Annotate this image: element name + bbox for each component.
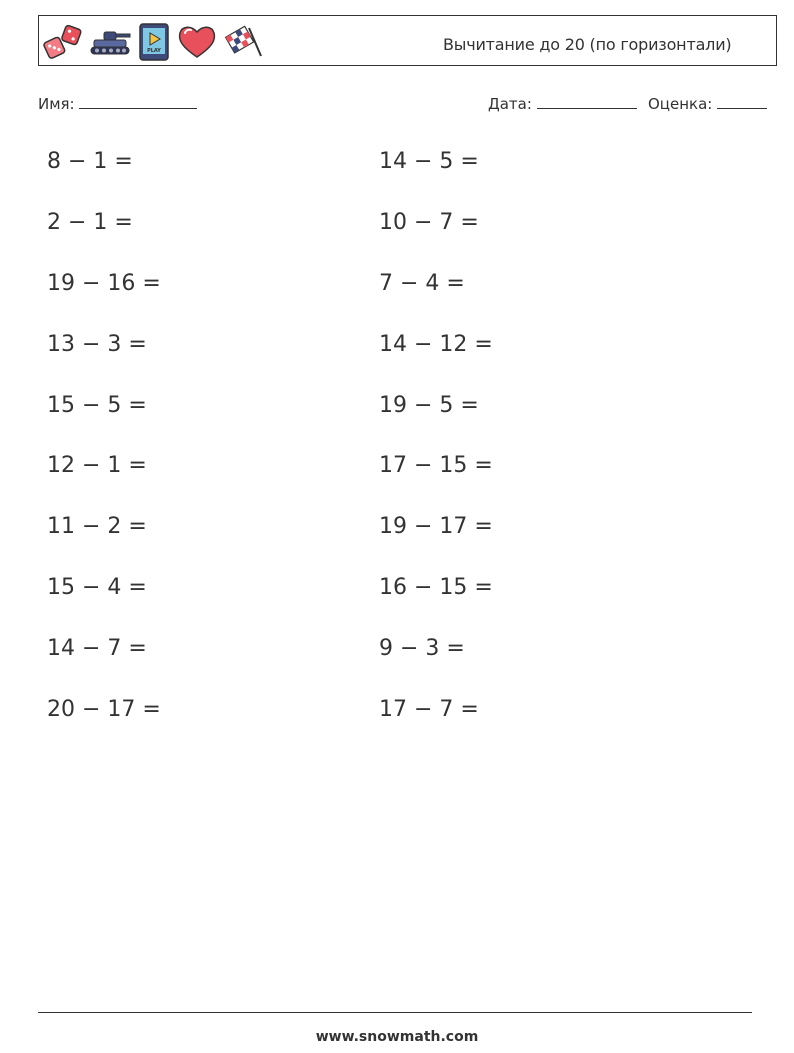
- problem-left-1: 8 − 1 =: [47, 149, 133, 174]
- problem-right-3: 7 − 4 =: [379, 271, 465, 296]
- date-label: Дата:: [488, 95, 532, 113]
- date-field[interactable]: [488, 94, 637, 113]
- problem-right-6: 17 − 15 =: [379, 453, 493, 478]
- header-icons: [43, 22, 270, 62]
- checkered-flag-icon: [223, 22, 265, 62]
- problem-left-3: 19 − 16 =: [47, 271, 161, 296]
- problem-left-2: 2 − 1 =: [47, 210, 133, 235]
- problem-left-8: 15 − 4 =: [47, 575, 147, 600]
- date-line[interactable]: [537, 94, 637, 109]
- score-line[interactable]: [717, 94, 767, 109]
- tablet-play-icon: [137, 22, 171, 62]
- heart-icon: [176, 22, 218, 62]
- problem-right-10: 17 − 7 =: [379, 697, 479, 722]
- problem-left-6: 12 − 1 =: [47, 453, 147, 478]
- name-label: Имя:: [38, 95, 75, 113]
- worksheet-header: [38, 15, 777, 66]
- problem-left-10: 20 − 17 =: [47, 697, 161, 722]
- tablet-play-label: PLAY: [147, 48, 161, 54]
- worksheet-title: Вычитание до 20 (по горизонтали): [443, 35, 732, 54]
- footer-url[interactable]: www.snowmath.com: [315, 1029, 479, 1045]
- problem-left-7: 11 − 2 =: [47, 514, 147, 539]
- name-field[interactable]: [38, 94, 197, 113]
- problem-right-5: 19 − 5 =: [379, 393, 479, 418]
- problem-right-1: 14 − 5 =: [379, 149, 479, 174]
- problem-left-5: 15 − 5 =: [47, 393, 147, 418]
- problem-left-9: 14 − 7 =: [47, 636, 147, 661]
- problem-right-9: 9 − 3 =: [379, 636, 465, 661]
- problem-left-4: 13 − 3 =: [47, 332, 147, 357]
- tank-icon: [88, 22, 132, 62]
- problem-right-4: 14 − 12 =: [379, 332, 493, 357]
- problem-right-8: 16 − 15 =: [379, 575, 493, 600]
- footer-divider: [38, 1012, 752, 1013]
- name-line[interactable]: [79, 94, 197, 109]
- score-field[interactable]: [648, 94, 767, 113]
- problem-right-2: 10 − 7 =: [379, 210, 479, 235]
- score-label: Оценка:: [648, 95, 713, 113]
- problem-right-7: 19 − 17 =: [379, 514, 493, 539]
- dice-icon: [43, 22, 83, 62]
